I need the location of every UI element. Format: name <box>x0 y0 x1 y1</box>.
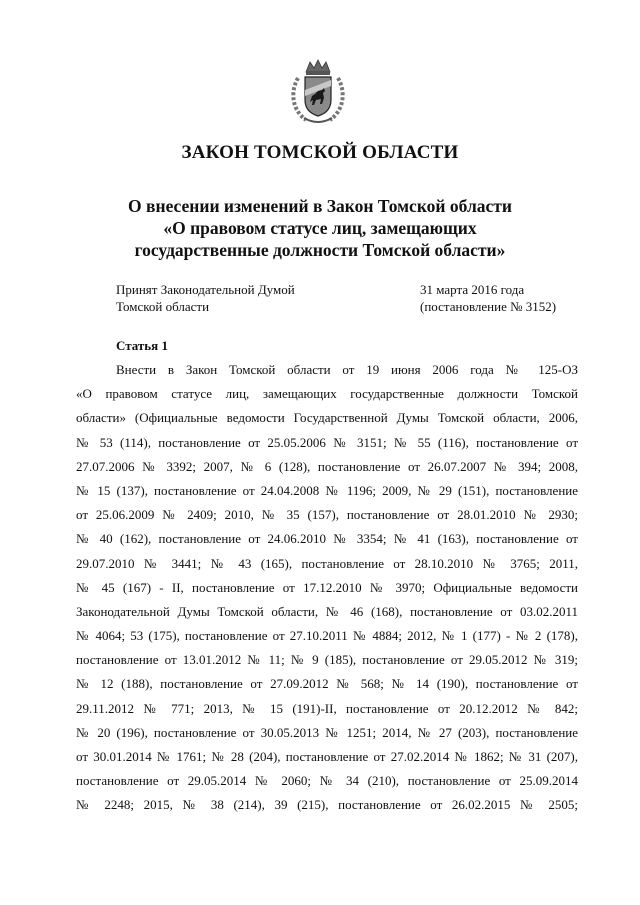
article-line: № 2248; 2015, № 38 (214), 39 (215), постановление от 26.02.2015 № 2505; <box>76 797 578 813</box>
coat-of-arms-icon <box>288 58 348 126</box>
article-line: 27.07.2006 № 3392; 2007, № 6 (128), постановление от 26.07.2007 № 394; 2008, <box>76 458 578 474</box>
article-line: № 53 (114), постановление от 25.05.2006 № 3151; № 55 (116), постановление от <box>76 434 578 450</box>
article-line: № 15 (137), постановление от 24.04.2008 № 1196; 2009, № 29 (151), постановление <box>76 482 578 498</box>
article-line: 29.07.2010 № 3441; № 43 (165), постановление от 28.10.2010 № 3765; 2011, <box>76 555 578 571</box>
adoption-date-line: 31 марта 2016 года <box>420 282 525 297</box>
article-line: № 4064; 53 (175), постановление от 27.10.2011 № 4884; 2012, № 1 (177) - № 2 (178), <box>76 628 578 644</box>
subject-line: «О правовом статусе лиц, замещающих <box>163 218 477 238</box>
article-line: Законодательной Думы Томской области, № 46 (168), постановление от 03.02.2011 <box>76 603 578 619</box>
resolution-number: (постановление № 3152) <box>420 299 557 314</box>
subject-line: О внесении изменений в Закон Томской области <box>128 196 512 216</box>
article-line: № 40 (162), постановление от 24.06.2010 № 3354; № 41 (163), постановление от <box>76 531 578 547</box>
article-line: № 45 (167) - II, постановление от 17.12.2010 № 3970; Официальные ведомости <box>76 579 578 595</box>
adoption-date <box>420 281 556 315</box>
article-line: № 20 (196), постановление от 30.05.2013 № 1251; 2014, № 27 (203), постановление <box>76 724 578 740</box>
law-subject <box>60 195 580 261</box>
adoption-body-line: Томской области <box>116 299 210 314</box>
article-line: 29.11.2012 № 771; 2013, № 15 (191)-II, постановление от 20.12.2012 № 842; <box>76 700 578 716</box>
law-title: ЗАКОН ТОМСКОЙ ОБЛАСТИ <box>181 142 459 163</box>
adoption-body-line: Принят Законодательной Думой <box>116 282 295 297</box>
adoption-body <box>116 281 295 315</box>
article-line: постановление от 13.01.2012 № 11; № 9 (185), постановление от 29.05.2012 № 319; <box>76 652 578 668</box>
article-line: постановление от 29.05.2014 № 2060; № 34 (210), постановление от 25.09.2014 <box>76 773 578 789</box>
coat-of-arms-graphic <box>288 58 348 126</box>
article-line: от 30.01.2014 № 1761; № 28 (204), постановление от 27.02.2014 № 1862; № 31 (207), <box>76 749 578 764</box>
article-line: «О правовом статусе лиц, замещающих государственные должности Томской <box>76 386 578 402</box>
subject-line: государственные должности Томской области» <box>134 240 506 260</box>
article-line: от 25.06.2009 № 2409; 2010, № 35 (157), постановление от 28.01.2010 № 2930; <box>76 507 578 523</box>
article-line: № 12 (188), постановление от 27.09.2012 № 568; № 14 (190), постановление от <box>76 676 578 692</box>
article-line: области» (Официальные ведомости Государственной Думы Томской области, 2006, <box>76 410 578 426</box>
article-body <box>76 358 578 818</box>
article-heading: Статья 1 <box>116 338 168 353</box>
article-line: Внести в Закон Томской области от 19 июня 2006 года № 125-ОЗ <box>116 362 578 377</box>
